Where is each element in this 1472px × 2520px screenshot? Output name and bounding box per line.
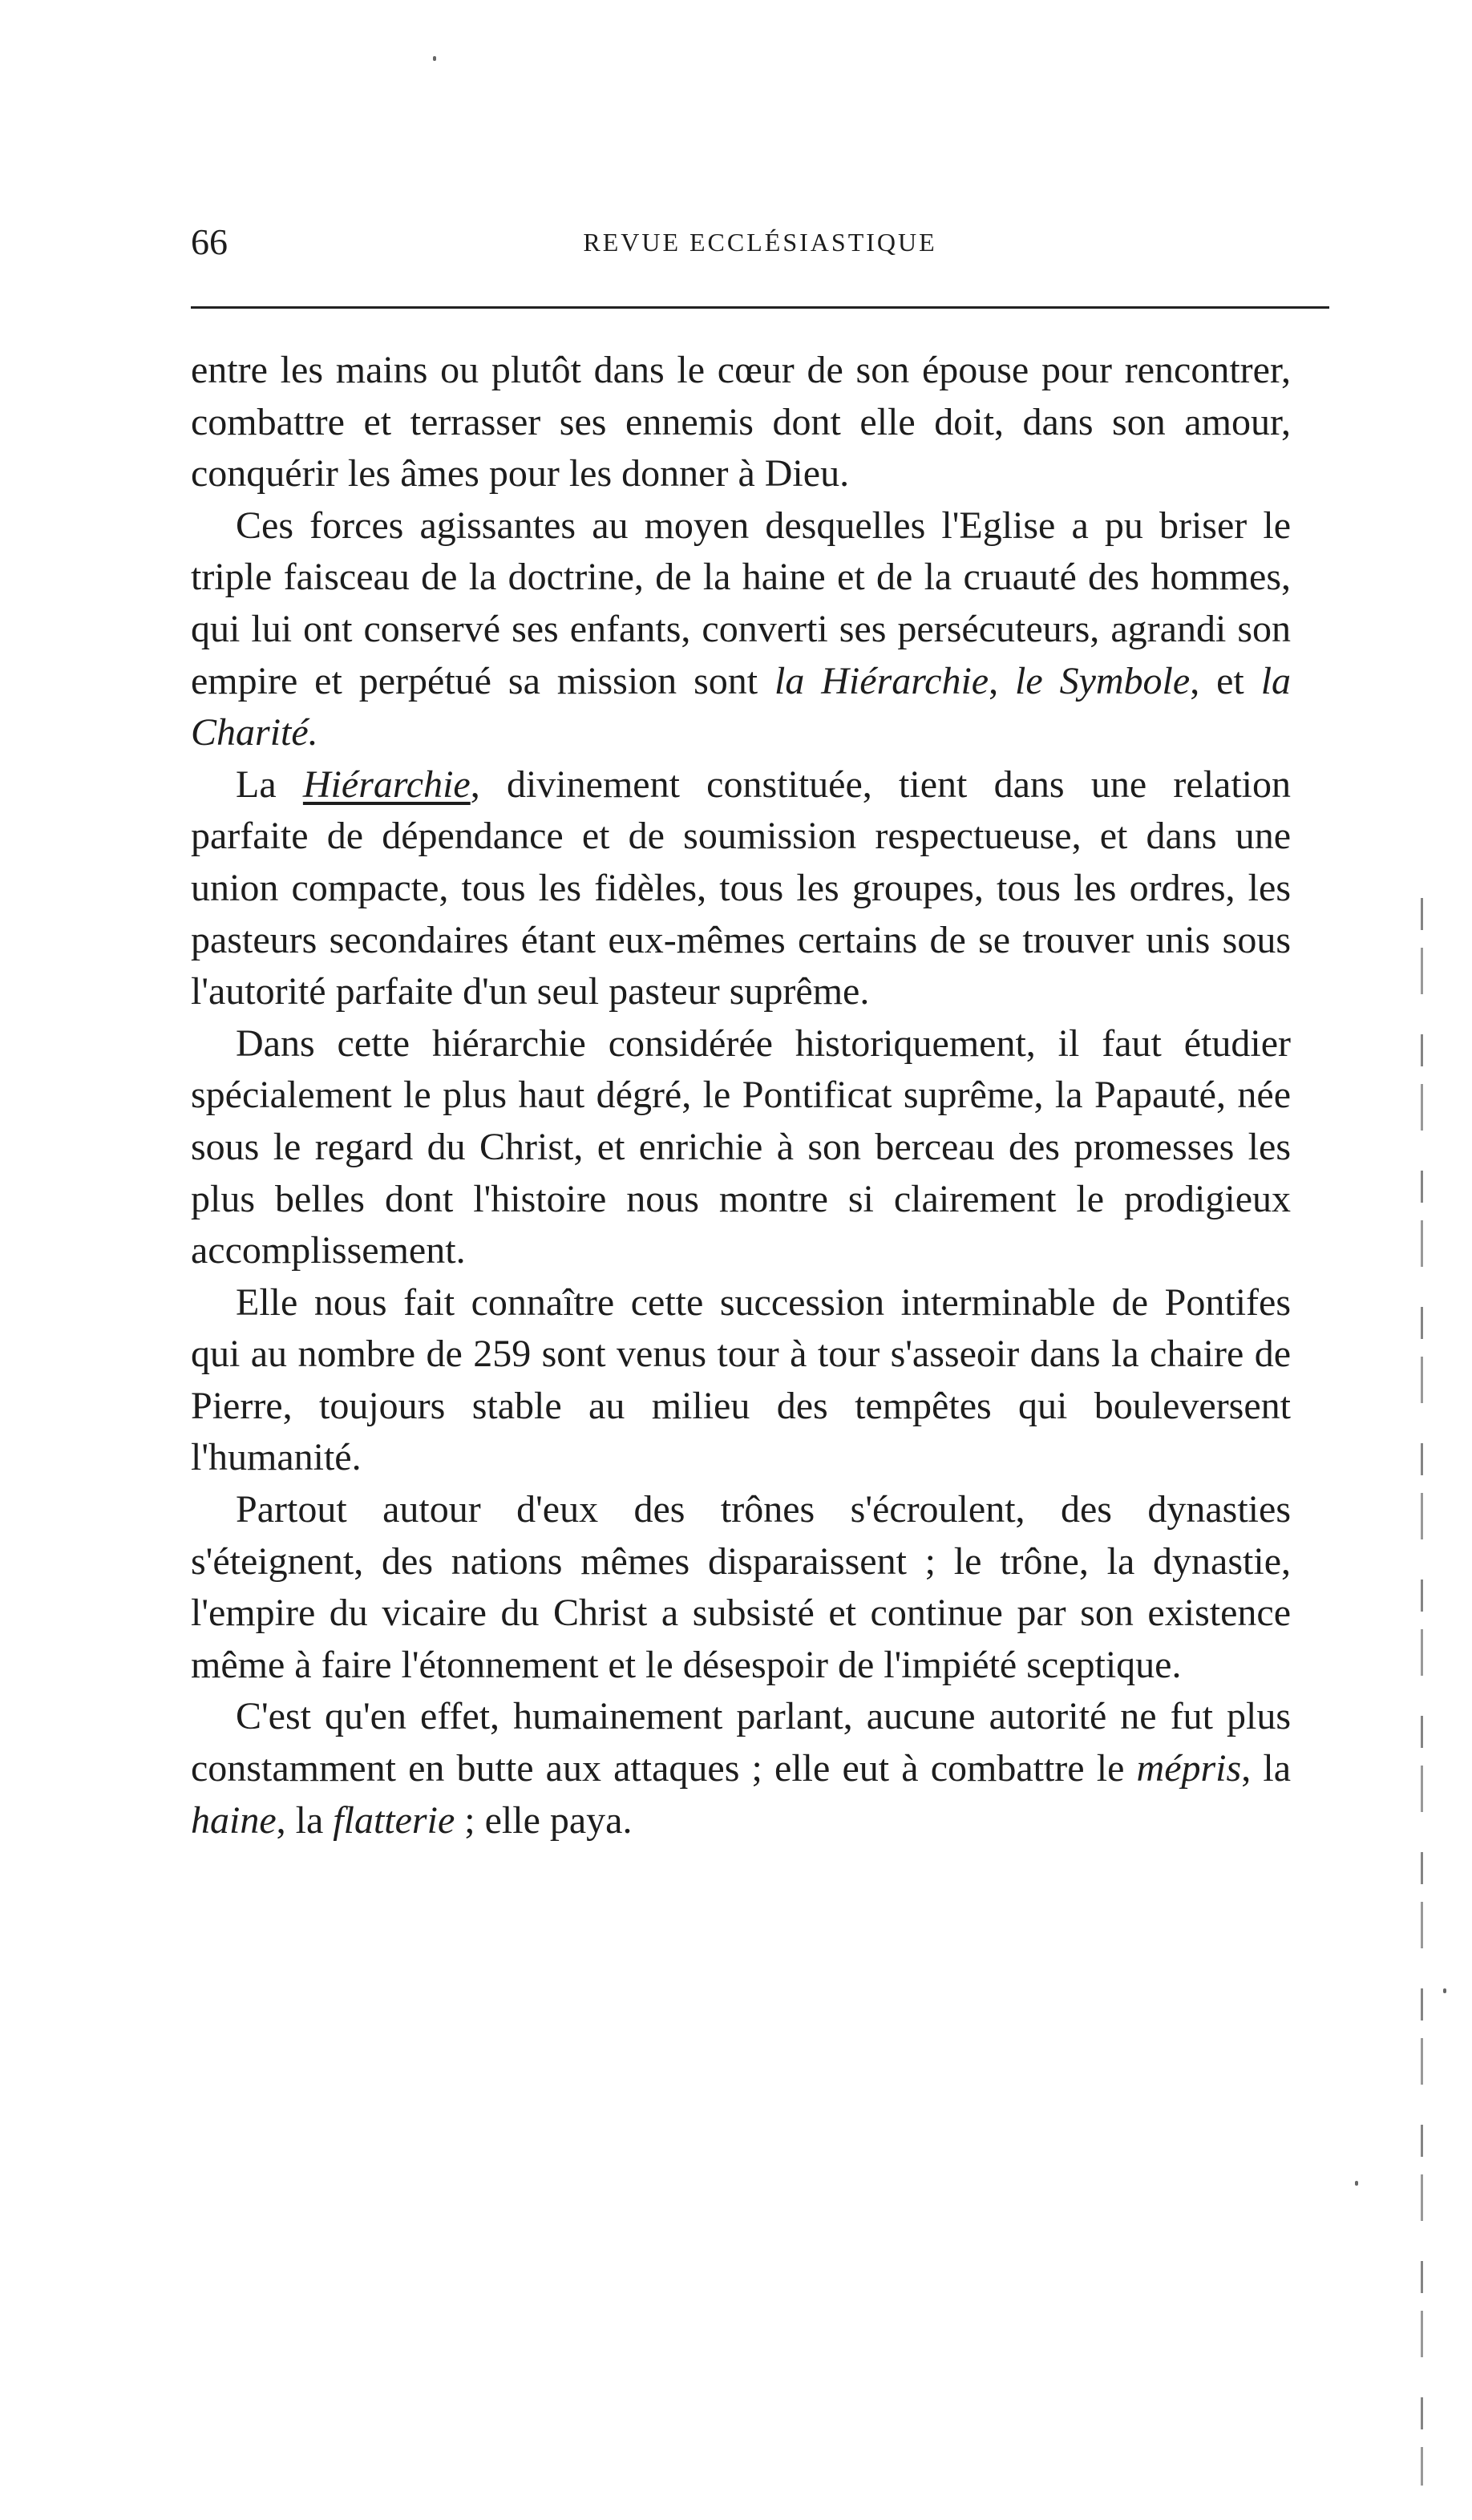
paragraph-text: , divinement constituée, tient dans une relation parfaite de dépendance et de soumission respectueuse, et dans une union compacte, tous les fidèles, tous les groupes, tous les ordres, les pasteurs secondaires étant eux-mêmes certains de se trouver unis sous l'autorité parfaite d'un seul pasteur suprême.: [191, 762, 1292, 1013]
italic-term: flatterie: [333, 1798, 455, 1842]
italic-term: mépris: [1136, 1747, 1242, 1790]
paragraph: [191, 1691, 1291, 1847]
italic-term: la Hiérarchie: [774, 659, 989, 702]
paragraph-text: ; elle paya.: [455, 1798, 633, 1842]
page-number: 66: [191, 221, 228, 262]
paragraph: [191, 345, 1291, 500]
paragraph: [191, 500, 1291, 759]
underlined-italic-term: Hiérarchie: [302, 762, 471, 806]
header-rule: [191, 306, 1329, 309]
paragraph-text: entre les mains ou plutôt dans le cœur de son épouse pour rencontrer, combattre et terrasser ses ennemis dont elle doit, dans son amour, conquérir les âmes pour les donner à Dieu.: [191, 349, 1291, 496]
paragraph-text: ,: [989, 659, 1016, 702]
paragraph-text: , la: [276, 1798, 334, 1842]
body-text: [191, 345, 1291, 1847]
italic-term: la Charité.: [191, 659, 1292, 754]
paragraph: [191, 759, 1291, 1018]
scan-speck: [1443, 1988, 1446, 1993]
paragraph-text: Dans cette hiérarchie considérée historiquement, il faut étudier spécialement le plus haut dégré, le Pontificat suprême, la Papauté, née sous le regard du Christ, et enrichie à son berceau des promesses les plus belles dont l'histoire nous montre si clairement le prodigieux accomplissement.: [191, 1021, 1291, 1272]
paragraph-text: Elle nous fait connaître cette succession interminable de Pontifes qui au nombre de 259 sont venus tour à tour s'asseoir dans la chaire de Pierre, toujours stable au milieu des tempêtes qui bouleversent l'humanité.: [191, 1280, 1291, 1479]
scan-edge-artifact: [1421, 898, 1423, 2486]
journal-title: REVUE ECCLÉSIASTIQUE: [583, 228, 937, 257]
paragraph: [191, 1484, 1291, 1691]
paragraph-text: La: [236, 762, 303, 806]
paragraph-text: C'est qu'en effet, humainement parlant, aucune autorité ne fut plus constamment en butte aux attaques ; elle eut à combattre le: [191, 1695, 1291, 1790]
paragraph-text: Ces forces agissantes au moyen desquelles l'Eglise a pu briser le triple faisceau de la doctrine, de la haine et de la cruauté des hommes, qui lui ont conservé ses enfants, converti ses persécuteurs, agrandi son empire et perpétué sa mission sont: [191, 504, 1291, 702]
italic-term: haine: [191, 1798, 277, 1842]
paragraph: [191, 1277, 1291, 1484]
paragraph-text: , et: [1190, 659, 1261, 702]
paragraph-text: Partout autour d'eux des trônes s'écroulent, des dynasties s'éteignent, des nations mêmes disparaissent ; le trône, la dynastie, l'empire du vicaire du Christ a subsisté et continue par son existence même à faire l'étonnement et le désespoir de l'impiété sceptique.: [191, 1488, 1291, 1686]
scan-speck: [433, 56, 436, 61]
italic-term: le Symbole: [1015, 659, 1191, 702]
running-head: [191, 218, 1329, 266]
paragraph-text: , la: [1241, 1747, 1291, 1790]
scan-speck: [1355, 2181, 1358, 2186]
paragraph: [191, 1018, 1291, 1277]
